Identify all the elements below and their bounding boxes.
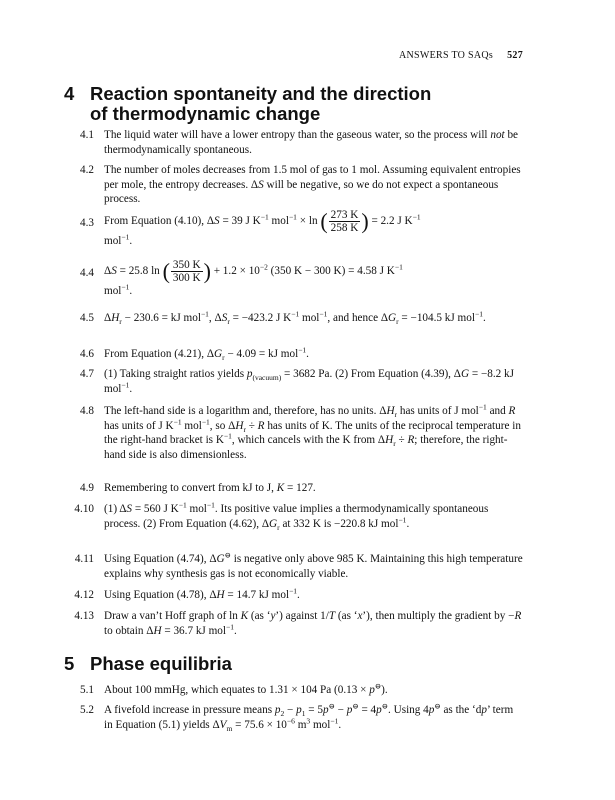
running-title: ANSWERS TO SAQs <box>398 50 494 61</box>
answer-4-3: 4.3 From Equation (4.10), ΔS = 39 J $K^{-1}$ mol$^{-1}$ × ln ( $\frac{273 K}{258 K}$ ) = 2.2 J $K^{-1}$ mol$^{-1}$. <box>104 209 524 249</box>
section-heading-5 <box>64 654 232 674</box>
answer-5-1: 5.1 About 100 mmHg, which equates to 1.31 × 104 Pa (0.13 × p⊖). <box>104 683 524 698</box>
fraction-denominator: 300 K <box>172 272 201 284</box>
answer-5-2: 5.2 A fivefold increase in pressure means $p_2 - p_1 = 5p^⊖ - p^⊖ = 4p^⊖$. Using 4p⊖ as the ‘dp’ term in Equation (5.1) yields $\Delta V_m = 75.6 \times 10^{-6}$ $m^3$ mol$^{-1}$. <box>104 703 524 732</box>
section-heading-4 <box>64 84 431 124</box>
answer-4-4: 4.4 ΔS = 25.8 ln ( $\frac{350 K}{300 K}$ ) + $1.2 \times 10^{-2}$ (350 K − 300 K) = 4.58 J $K^{-1}$ mol$^{-1}$. <box>104 259 524 299</box>
answer-4-13: 4.13 Draw a van’t Hoff graph of ln K (as ‘y’) against 1/T (as ‘x’), then multiply the gradient by −R to obtain ΔH = 36.7 kJ mol$^{-1}$. <box>104 609 524 638</box>
answer-4-9: 4.9 Remembering to convert from kJ to J, K = 127. <box>104 481 524 496</box>
page-number: 527 <box>507 50 523 61</box>
answer-number: 4.7 <box>80 368 94 380</box>
section-title: Phase equilibria <box>90 653 232 674</box>
answer-number: 5.2 <box>80 704 94 716</box>
answer-number: 4.13 <box>74 610 94 622</box>
answer-number: 4.2 <box>80 164 94 176</box>
section-title-line2: of thermodynamic change <box>90 103 321 124</box>
section-title-line1: Reaction spontaneity and the direction <box>90 83 432 104</box>
answer-number: 4.8 <box>80 405 94 417</box>
running-header <box>399 50 523 61</box>
answer-number: 4.10 <box>74 503 94 515</box>
fraction-denominator: 258 K <box>330 222 359 234</box>
answer-number: 4.1 <box>80 129 94 141</box>
answer-4-12: 4.12 Using Equation (4.78), ΔH = 14.7 kJ mol$^{-1}$. <box>104 588 524 603</box>
answer-4-8: 4.8 The left-hand side is a logarithm and, therefore, has no units. $\Delta H_r$ has units of J mol$^{-1}$ and R has units of J $K^{-1}$ mol$^{-1}$, so $\Delta H_r \div R$ has units of K. The units of the reciprocal temperature in the right-hand bracket is $K^{-1}$, which cancels with the K from $\Delta H_r \div R$; therefore, the right-hand side is also dimensionless. <box>104 404 524 462</box>
answer-4-10: 4.10 (1) ΔS = 560 J $K^{-1}$ mol$^{-1}$. Its positive value implies a thermodynamically spontaneous process. (2) From Equation (4.62), $\Delta G_r$ at 332 K is −220.8 kJ mol$^{-1}$. <box>104 502 524 531</box>
answer-number: 5.1 <box>80 684 94 696</box>
answer-4-1: 4.1 The liquid water will have a lower entropy than the gaseous water, so the process will not be thermodynamically spontaneous. <box>104 128 524 157</box>
answer-number: 4.6 <box>80 348 94 360</box>
section-number: 5 <box>64 653 75 674</box>
answer-number: 4.4 <box>80 267 94 279</box>
answer-4-2: 4.2 The number of moles decreases from 1.5 mol of gas to 1 mol. Assuming equivalent entropies per mole, the entropy decreases. ΔS will be negative, so we do not expect a spontaneous process. <box>104 163 524 207</box>
answer-4-11: 4.11 Using Equation (4.74), ΔG⊖ is negative only above 985 K. Maintaining this high temperature explains why synthesis gas is not economically viable. <box>104 552 524 581</box>
fraction-numerator: 350 K <box>172 259 201 271</box>
section-number: 4 <box>64 83 75 104</box>
answer-4-5: 4.5 $\Delta H_r - 230.6$ = kJ mol$^{-1}$, $\Delta S_r = -423.2$ J $K^{-1}$ mol$^{-1}$, and hence $\Delta G_r = -104.5$ kJ mol$^{-1}$. <box>104 311 524 326</box>
answer-4-6: 4.6 From Equation (4.21), $\Delta G_r - 4.09$ = kJ mol$^{-1}$. <box>104 347 524 362</box>
answer-number: 4.12 <box>74 589 94 601</box>
answer-4-7: 4.7 (1) Taking straight ratios yields $p_{(vacuum)} = 3682$ Pa. (2) From Equation (4.39), ΔG = −8.2 kJ mol$^{-1}$. <box>104 367 524 396</box>
answer-number: 4.9 <box>80 482 94 494</box>
answer-number: 4.11 <box>74 553 94 565</box>
answer-number: 4.3 <box>80 217 94 229</box>
answer-number: 4.5 <box>80 312 94 324</box>
fraction-numerator: 273 K <box>330 209 359 221</box>
